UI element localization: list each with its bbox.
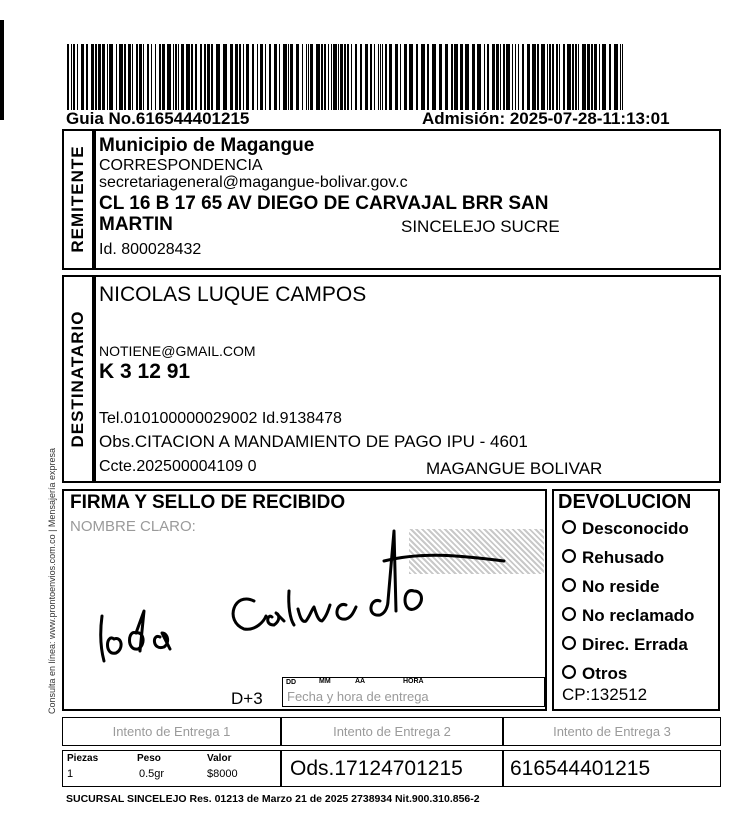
barcode-bar [578,44,579,110]
barcode-bar [167,44,171,110]
barcode-bar [181,44,184,110]
barcode-bar [296,44,299,110]
barcode-bar [541,44,545,110]
barcode-bar [91,44,94,110]
barcode-bar [77,44,78,110]
barcode-bar [614,44,618,110]
barcode-bar [487,44,489,110]
ods-cell [281,750,503,787]
valor-label: Valor [207,753,232,764]
peso-label: Peso [137,753,161,764]
barcode-bar [370,44,372,110]
valor-value: $8000 [207,768,238,780]
barcode-bar [582,44,586,110]
destinatario-tel: Tel.010100000029002 Id.9138478 [99,410,342,427]
remitente-email: secretariageneral@magangue-bolivar.gov.c [99,174,408,191]
barcode-bar [239,44,241,110]
d-plus-3: D+3 [231,689,263,708]
option-label: No reclamado [582,606,695,625]
barcode-bar [360,44,362,110]
barcode-bar [151,44,152,110]
option-desconocido[interactable] [562,519,689,539]
radio-circle [562,578,576,592]
admision-date: Admisión: 2025-07-28-11:13:01 [422,109,670,128]
barcode-bar [302,44,303,110]
barcode-bar [594,44,597,110]
barcode-bar [107,44,108,110]
intento-2-cell [281,717,503,746]
barcode-bar [506,44,510,110]
destinatario-email: NOTIENE@GMAIL.COM [99,343,256,359]
barcode-bar [175,44,177,110]
barcode-bar [622,44,623,110]
peso-value: 0.5gr [139,768,165,780]
barcode-bar [395,44,398,110]
barcode-bar [400,44,401,110]
remitente-address: CL 16 B 17 65 AV DIEGO DE CARVAJAL BRR SAN [99,193,549,214]
barcode-bar [355,44,357,110]
destinatario-address: K 3 12 91 [99,360,191,383]
barcode-bar [477,44,481,110]
barcode-bar [195,44,197,110]
barcode-bar [283,44,287,110]
option-no-reclamado[interactable] [562,606,694,626]
date-label-dd: DD [286,679,297,686]
option-rehusado[interactable] [562,548,664,568]
package-info-cell [62,750,281,787]
barcode-bar [178,44,179,110]
barcode-bar [432,44,436,110]
barcode-bar [86,44,88,110]
barcode-bar [547,44,548,110]
remitente-label-box [62,129,94,270]
barcode-bar [274,44,277,110]
option-label: Otros [582,664,628,683]
barcode-bar [186,44,190,110]
barcode-bar [380,44,381,110]
barcode-bar [421,44,425,110]
intento-3-label: Intento de Entrega 3 [553,724,671,739]
barcode-bar [243,44,244,110]
destinatario-label-box [62,275,94,483]
destinatario-obs: Obs.CITACION A MANDAMIENTO DE PAGO IPU - 4601 [99,432,528,451]
barcode-bar [324,44,326,110]
barcode-bar [567,44,571,110]
barcode-bar [338,44,339,110]
barcode-bar [527,44,530,110]
barcode-bar [496,44,499,110]
barcode-bar [347,44,349,110]
barcode-bar [365,44,368,110]
barcode-bar [556,44,558,110]
barcode-bar [81,44,84,110]
barcode-bar [155,44,156,110]
barcode-bar [427,44,429,110]
barcode-bar [252,44,254,110]
barcode-bar [321,44,323,110]
barcode-bar [385,44,387,110]
barcode-bar [454,44,458,110]
barcode-bar [472,44,475,110]
option-otros[interactable] [562,664,627,684]
barcode-bar [445,44,448,110]
barcode-bar [288,44,289,110]
barcode-bar [460,44,463,110]
destinatario-name: NICOLAS LUQUE CAMPOS [99,283,367,306]
date-caption: Fecha y hora de entrega [287,689,429,704]
piezas-label: Piezas [67,753,99,764]
radio-circle [562,520,576,534]
ods-number: Ods.17124701215 [290,757,463,780]
barcode-bar [465,44,469,110]
option-label: Rehusado [582,548,665,567]
barcode [67,44,627,110]
barcode-bar [439,44,442,110]
cp-code: CP:132512 [562,685,648,704]
barcode-bar [552,44,554,110]
barcode-bar [246,44,249,110]
date-box [282,677,545,707]
barcode-bar [71,44,72,110]
remitente-id: Id. 800028432 [99,241,202,258]
piezas-value: 1 [67,768,74,780]
option-label: Direc. Errada [582,635,688,654]
barcode-bar [235,44,238,110]
barcode-bar [279,44,280,110]
barcode-bar [333,44,337,110]
barcode-bar [328,44,329,110]
barcode-bar [162,44,165,110]
barcode-bar [211,44,213,110]
remitente-city: SINCELEJO SUCRE [401,217,560,236]
barcode-bar [503,44,505,110]
barcode-bar [404,44,407,110]
barcode-bar [609,44,611,110]
destinatario-ccte: Ccte.202500004109 0 [99,458,257,475]
barcode-bar [316,44,320,110]
barcode-bar [73,44,75,110]
barcode-bar [124,44,126,110]
barcode-bar [351,44,352,110]
barcode-bar [159,44,161,110]
barcode-bar [416,44,418,110]
barcode-bar [492,44,495,110]
barcode-bar [98,44,101,110]
barcode-bar [260,44,263,110]
barcode-bar [109,44,113,110]
remitente-dept: CORRESPONDENCIA [99,157,263,174]
barcode-bar [216,44,220,110]
barcode-bar [382,44,383,110]
barcode-bar [572,44,574,110]
footer-text: SUCURSAL SINCELEJO Res. 01213 de Marzo 21 de 2025 2738934 Nit.900.310.856-2 [66,793,480,805]
barcode-bar [500,44,501,110]
remitente-name: Municipio de Magangue [99,135,315,156]
tracking-cell [503,750,721,787]
barcode-bar [139,44,142,110]
remitente-address-line2: MARTIN [99,214,173,235]
barcode-bar [515,44,516,110]
barcode-bar [587,44,590,110]
barcode-bar [620,44,621,110]
barcode-bar [512,44,513,110]
radio-circle [562,607,576,621]
barcode-bar [257,44,258,110]
nombre-claro-label: NOMBRE CLARO: [70,518,196,535]
radio-circle [562,636,576,650]
barcode-bar [331,44,332,110]
option-no-reside[interactable] [562,577,659,597]
barcode-bar [95,44,97,110]
devolucion-title: DEVOLUCION [558,491,692,513]
intento-1-cell [62,717,281,746]
destinatario-box [94,275,721,483]
barcode-bar [128,44,131,110]
radio-circle [562,549,576,563]
option-label: No reside [582,577,660,596]
barcode-bar [102,44,105,110]
intento-3-cell [503,717,721,746]
barcode-bar [484,44,485,110]
barcode-bar [308,44,309,110]
barcode-bar [290,44,293,110]
remitente-box [94,129,721,270]
handwritten-signature [84,521,524,671]
radio-circle [562,665,576,679]
firma-title: FIRMA Y SELLO DE RECIBIDO [70,492,346,513]
destinatario-city: MAGANGUE BOLIVAR [426,459,603,478]
option-direc-errada[interactable] [562,635,688,655]
barcode-bar [310,44,313,110]
tracking-number: 616544401215 [510,757,651,780]
barcode-bar [116,44,117,110]
barcode-bar [591,44,593,110]
barcode-bar [575,44,577,110]
barcode-bar [451,44,453,110]
barcode-bar [559,44,560,110]
intento-2-label: Intento de Entrega 2 [333,724,451,739]
barcode-bar [378,44,379,110]
barcode-bar [136,44,138,110]
barcode-bar [537,44,539,110]
barcode-bar [269,44,271,110]
date-label-mm: MM [319,678,331,685]
barcode-bar [191,44,193,110]
barcode-bar [518,44,519,110]
barcode-bar [522,44,524,110]
barcode-bar [344,44,346,110]
barcode-bar [173,44,174,110]
barcode-bar [223,44,227,110]
barcode-bar [340,44,343,110]
barcode-bar [204,44,206,110]
option-label: Desconocido [582,519,689,538]
firma-box [62,489,547,711]
remitente-label: REMITENTE [68,145,87,253]
barcode-bar [602,44,606,110]
barcode-bar [207,44,210,110]
devolucion-box [552,489,720,711]
barcode-bar [143,44,144,110]
barcode-bar [549,44,551,110]
barcode-bar [532,44,536,110]
date-label-hora: HORA [403,678,424,685]
intento-1-label: Intento de Entrega 1 [112,724,231,739]
barcode-bar [147,44,149,110]
date-label-aa: AA [355,678,366,685]
barcode-bar [409,44,413,110]
barcode-bar [599,44,600,110]
barcode-bar [265,44,266,110]
barcode-bar [67,44,69,110]
barcode-bar [374,44,375,110]
destinatario-label: DESTINATARIO [68,310,87,448]
barcode-bar [306,44,307,110]
barcode-bar [563,44,565,110]
edge-mark [0,20,4,120]
side-legal-text: Consulta en línea: www.prontoenvios.com.co | Mensajería expresa [47,448,57,714]
guia-number: Guia No.616544401215 [66,109,250,128]
barcode-bar [230,44,233,110]
barcode-bar [119,44,123,110]
barcode-bar [132,44,133,110]
barcode-bar [200,44,202,110]
barcode-bar [389,44,392,110]
